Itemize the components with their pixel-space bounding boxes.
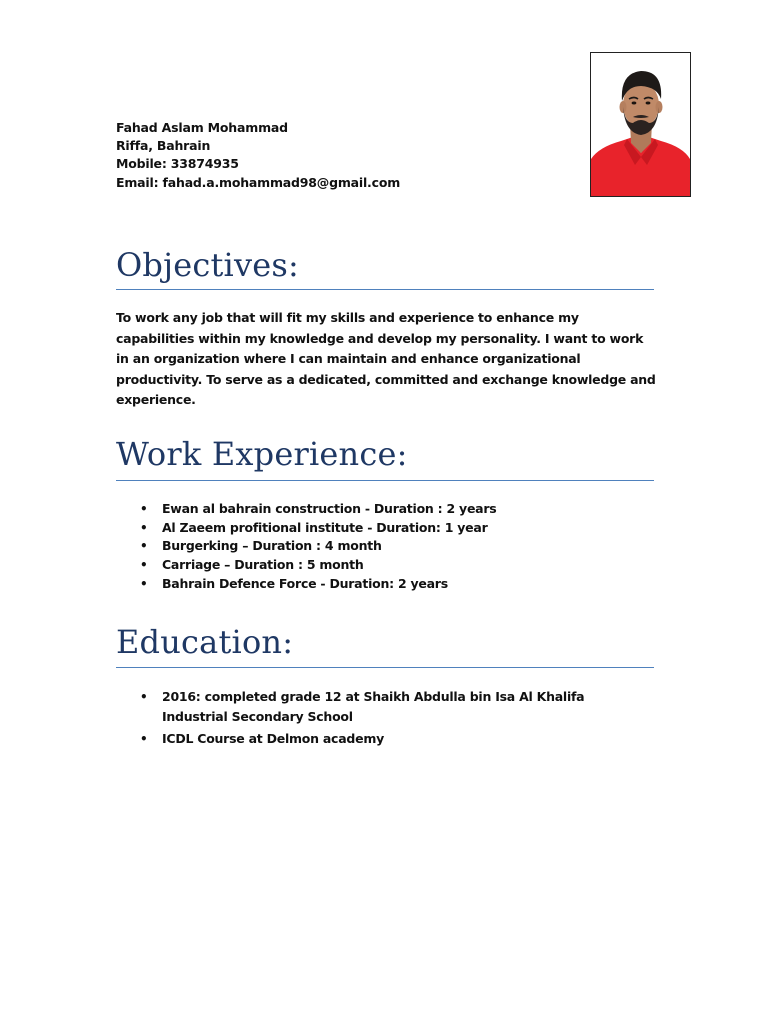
- bullet-icon: •: [140, 558, 148, 573]
- objectives-text: To work any job that will fit my skills and experience to enhance my capabilities within my knowledge and develop my personality. I want to work in an organization where I can maintain and enhance organizational productivity. To serve as a dedicated, committed and exchange knowledge and experience.: [116, 310, 656, 408]
- list-item: • Burgerking – Duration : 4 month: [0, 537, 496, 556]
- objectives-divider: [116, 289, 654, 290]
- contact-email: Email: fahad.a.mohammad98@gmail.com: [116, 174, 401, 190]
- contact-block: [116, 119, 400, 192]
- bullet-icon: •: [140, 576, 148, 591]
- list-item: • Ewan al bahrain construction - Duration : 2 years: [0, 500, 496, 519]
- contact-location: Riffa, Bahrain: [116, 138, 211, 154]
- education-divider: [116, 667, 654, 668]
- list-item: • Al Zaeem profitional institute - Duration: 1 year: [0, 519, 496, 538]
- profile-portrait-image: [591, 53, 690, 196]
- bullet-icon: •: [140, 690, 148, 704]
- contact-name: Fahad Aslam Mohammad: [116, 120, 288, 135]
- work-experience-list: [0, 500, 496, 594]
- list-item: • Carriage – Duration : 5 month: [0, 556, 496, 575]
- work-experience-heading: Work Experience:: [116, 435, 408, 473]
- education-list: [0, 687, 632, 751]
- bullet-icon: •: [140, 539, 148, 554]
- bullet-icon: •: [140, 732, 148, 746]
- list-item: • 2016: completed grade 12 at Shaikh Abdulla bin Isa Al Khalifa Industrial Secondary School: [140, 689, 585, 724]
- list-item: • ICDL Course at Delmon academy: [0, 729, 632, 749]
- profile-photo: [590, 52, 691, 197]
- bullet-icon: •: [140, 502, 148, 516]
- contact-mobile: Mobile: 33874935: [116, 156, 239, 172]
- bullet-icon: •: [140, 520, 148, 535]
- education-heading: Education:: [116, 623, 294, 661]
- objectives-heading: Objectives:: [116, 246, 300, 284]
- work-experience-divider: [116, 480, 654, 481]
- list-item: • Bahrain Defence Force - Duration: 2 years: [0, 575, 496, 594]
